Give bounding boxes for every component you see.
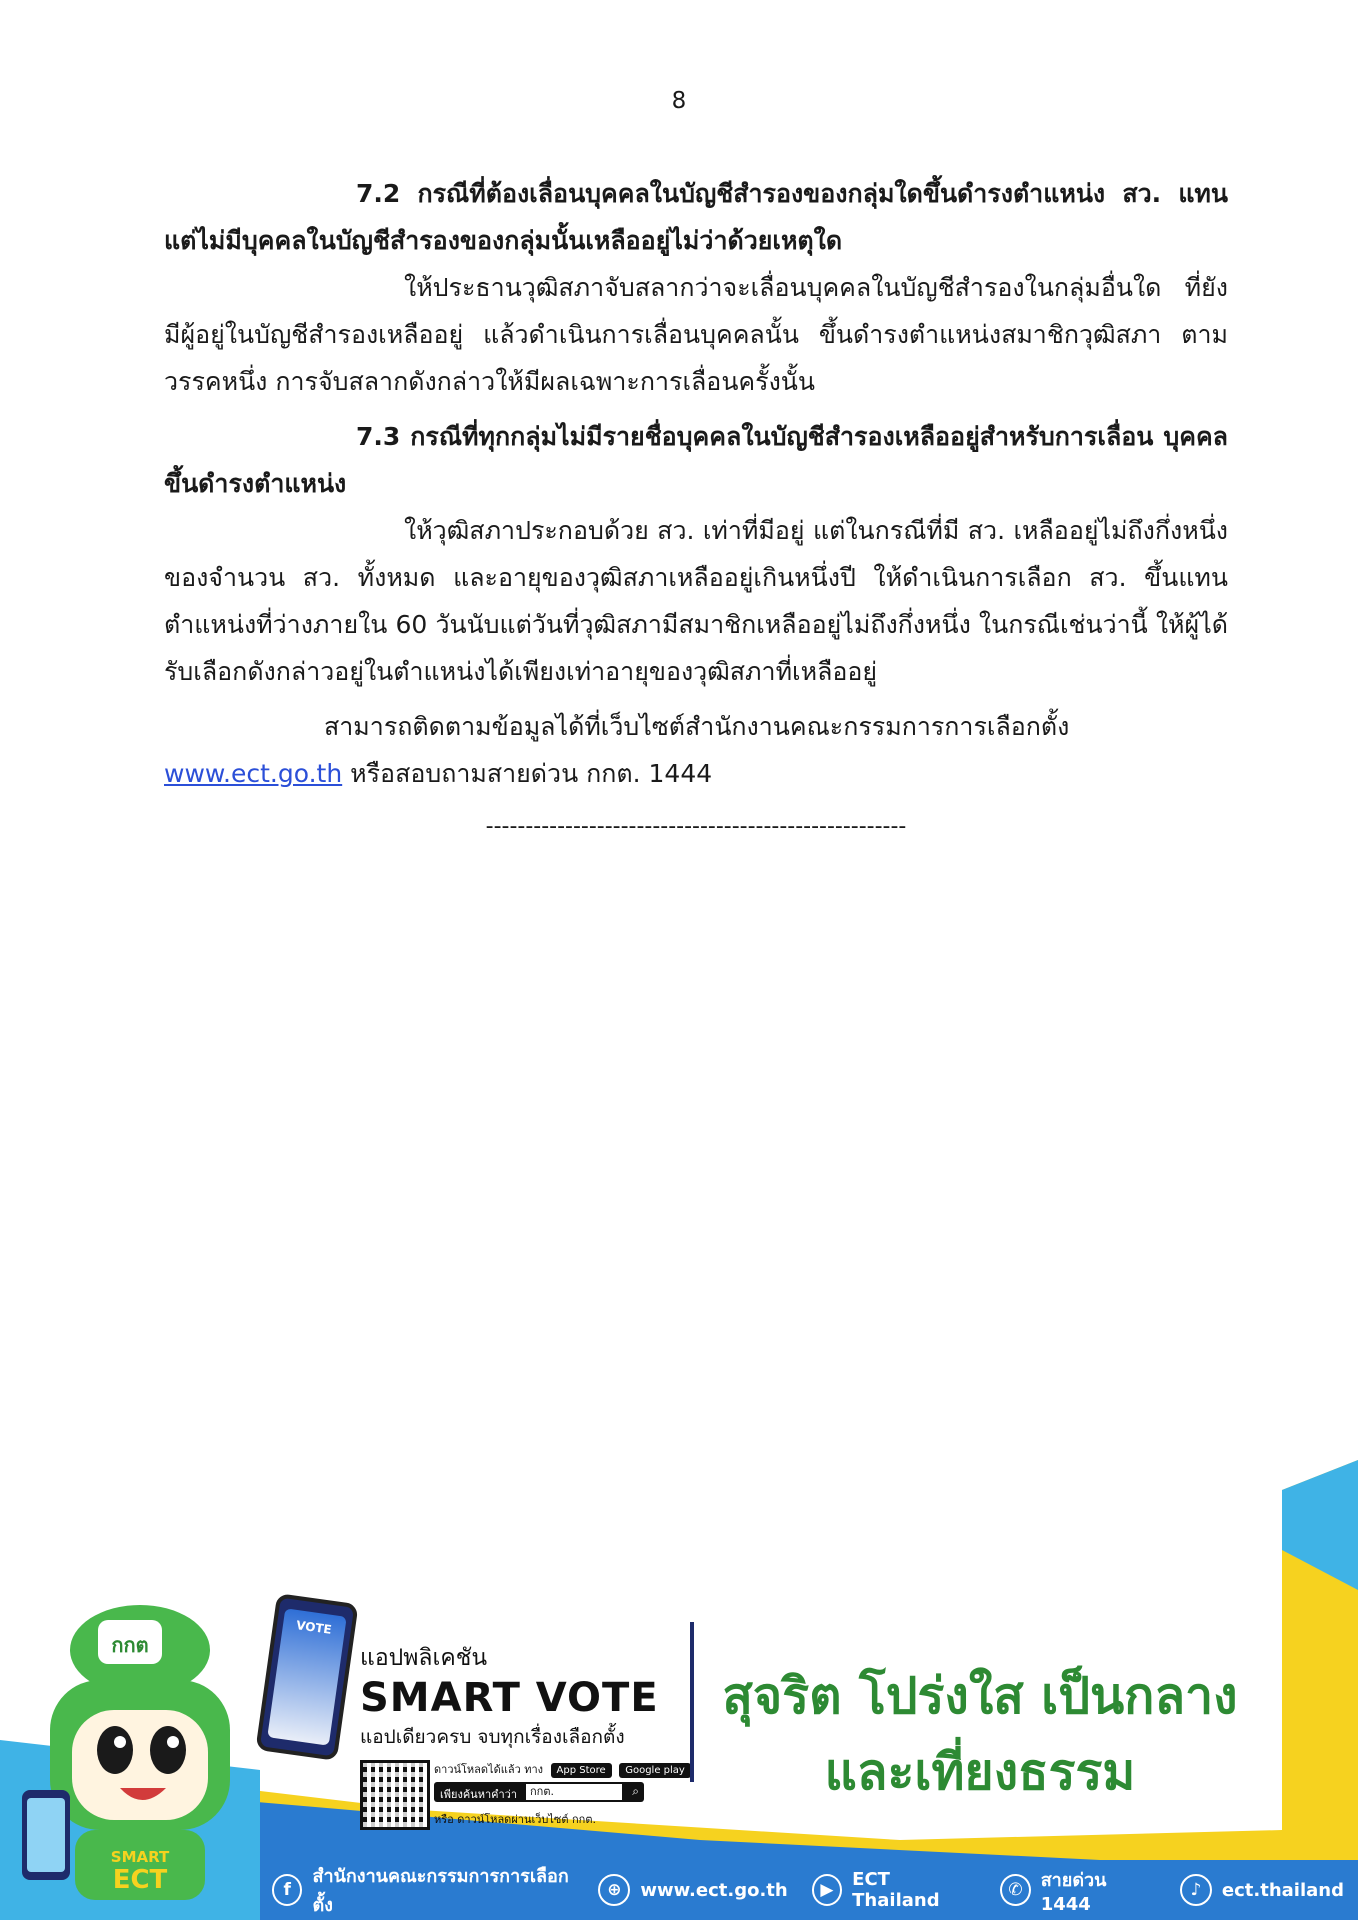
- contact-text: สามารถติดตามข้อมูลได้ที่เว็บไซต์สำนักงานคณะกรรมการการเลือกตั้ง: [324, 712, 1070, 741]
- app-subtitle: แอปเดียวครบ จบทุกเรื่องเลือกตั้ง: [360, 1726, 625, 1748]
- play-icon: ▶: [812, 1874, 842, 1906]
- search-hint-box: [434, 1782, 644, 1802]
- search-hint: เพียงค้นหาคำว่า: [440, 1788, 518, 1801]
- mascot-badge-bottom: ECT: [112, 1865, 168, 1895]
- slogan-line-1: สุจริต โปร่งใส เป็นกลาง: [722, 1667, 1238, 1725]
- phone-icon: ✆: [1000, 1874, 1030, 1906]
- document-body: [164, 170, 1228, 850]
- section-7-3-body: ให้วุฒิสภาประกอบด้วย สว. เท่าที่มีอยู่ แต่ในกรณีที่มี สว. เหลืออยู่ไม่ถึงกึ่งหนึ่งของจำนวน สว. ทั้งหมด และอายุของวุฒิสภาเหลืออยู่เกินหนึ่งปี ให้ดำเนินการเลือก สว. ขึ้นแทนตำแหน่งที่ว่างภายใน 60 วันนับแต่วันที่วุฒิสภามีสมาชิกเหลืออยู่ไม่ถึงกึ่งหนึ่ง ในกรณีเช่นว่านี้ ให้ผู้ได้รับเลือกดังกล่าวอยู่ในตำแหน่งได้เพียงเท่าอายุของวุฒิสภาที่เหลืออยู่: [164, 516, 1228, 686]
- app-title: SMART VOTE: [360, 1675, 659, 1721]
- hotline-label: สายด่วน 1444: [1040, 1870, 1107, 1915]
- app-store-badge[interactable]: App Store: [551, 1763, 612, 1778]
- globe-icon: ⊕: [598, 1874, 630, 1906]
- divider: -----------------------------------------------------: [485, 814, 907, 839]
- google-play-badge[interactable]: Google play: [619, 1763, 691, 1778]
- mascot-hat-label: กกต: [111, 1633, 149, 1657]
- contact-after-link: หรือสอบถามสายด่วน กกต. 1444: [350, 759, 713, 788]
- website-item[interactable]: [598, 1874, 787, 1906]
- app-promo: [360, 1640, 660, 1752]
- facebook-item[interactable]: [272, 1861, 574, 1919]
- facebook-icon: f: [272, 1874, 302, 1906]
- section-7-3-heading: [164, 413, 1228, 507]
- ect-website-link[interactable]: www.ect.go.th: [164, 759, 343, 788]
- search-value: กกต.: [526, 1784, 622, 1800]
- tiktok-label: ect.thailand: [1221, 1879, 1344, 1901]
- heading-line: แต่ไม่มีบุคคลในบัญชีสำรองของกลุ่มนั้นเหลืออยู่ไม่ว่าด้วยเหตุใด: [164, 226, 843, 255]
- mascot-badge-top: SMART: [110, 1848, 170, 1866]
- section-7-2-body: ให้ประธานวุฒิสภาจับสลากว่าจะเลื่อนบุคคลในบัญชีสำรองในกลุ่มอื่นใด ที่ยังมีผู้อยู่ในบัญชีสำรองเหลืออยู่ แล้วดำเนินการเลื่อนบุคคลนั้น ขึ้นดำรงตำแหน่งสมาชิกวุฒิสภา ตามวรรคหนึ่ง การจับสลากดังกล่าวให้มีผลเฉพาะการเลื่อนครั้งนั้น: [164, 273, 1228, 396]
- smart-vote-banner: [0, 1340, 1358, 1920]
- tiktok-icon: ♪: [1180, 1874, 1212, 1906]
- app-label: แอปพลิเคชัน: [360, 1645, 488, 1671]
- tiktok-item[interactable]: [1180, 1874, 1344, 1906]
- page-number: 8: [671, 88, 687, 114]
- footer-contact-bar: [0, 1860, 1358, 1920]
- slogan-line-2: และเที่ยงธรรม: [824, 1743, 1136, 1801]
- or-download-text: หรือ ดาวน์โหลดผ่านเว็บไซต์ กกต.: [434, 1813, 596, 1826]
- website-label: www.ect.go.th: [640, 1879, 788, 1901]
- slogan: [700, 1658, 1260, 1810]
- facebook-label: สำนักงานคณะกรรมการการเลือกตั้ง: [312, 1866, 569, 1916]
- smart-ect-mascot: [20, 1590, 270, 1900]
- heading-line: 7.2 กรณีที่ต้องเลื่อนบุคคลในบัญชีสำรองของกลุ่มใดขึ้นดำรงตำแหน่ง สว. แทน: [356, 179, 1228, 208]
- hotline-item[interactable]: [1000, 1865, 1156, 1915]
- youtube-item[interactable]: [812, 1869, 977, 1911]
- heading-line: บุคคลขึ้นดำรงตำแหน่ง: [164, 422, 1228, 498]
- banner-divider: [690, 1622, 694, 1782]
- search-icon: ⌕: [632, 1784, 639, 1798]
- heading-line: 7.3 กรณีที่ทุกกลุ่มไม่มีรายชื่อบุคคลในบัญชีสำรองเหลืออยู่สำหรับการเลื่อน: [356, 422, 1154, 451]
- qr-code: [360, 1760, 430, 1830]
- phone-vote-label: VOTE: [295, 1618, 333, 1637]
- download-row: [434, 1760, 691, 1778]
- youtube-label: ECT Thailand: [852, 1869, 940, 1911]
- section-7-2-heading: [164, 170, 1228, 264]
- download-label: ดาวน์โหลดได้แล้ว ทาง: [434, 1763, 544, 1776]
- contact-paragraph: [164, 703, 1228, 797]
